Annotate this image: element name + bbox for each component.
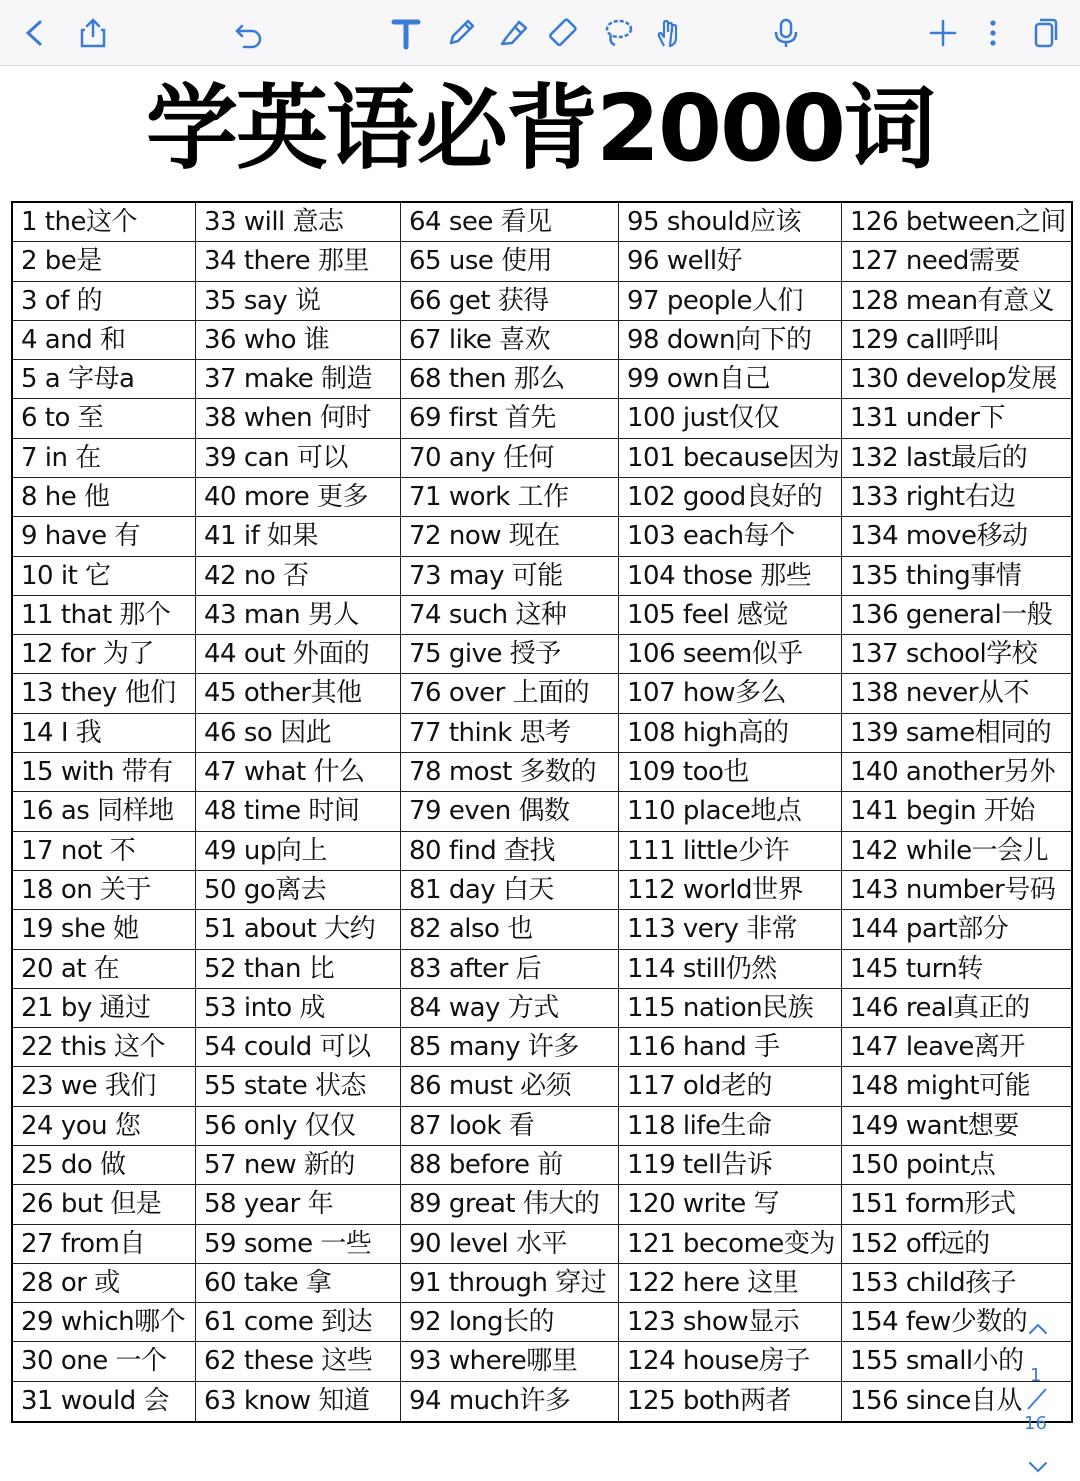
word-cell: 145 turn转	[842, 950, 1071, 989]
word-cell: 125 both两者	[619, 1382, 842, 1421]
word-cell: 28 or 或	[13, 1264, 196, 1303]
word-cell: 107 how多么	[619, 674, 842, 713]
word-cell: 141 begin 开始	[842, 792, 1071, 831]
word-cell: 54 could 可以	[196, 1028, 401, 1067]
word-cell: 108 high高的	[619, 714, 842, 753]
word-cell: 135 thing事情	[842, 557, 1071, 596]
word-cell: 9 have 有	[13, 517, 196, 556]
word-cell: 133 right右边	[842, 478, 1071, 517]
word-cell: 75 give 授予	[401, 635, 619, 674]
word-cell: 56 only 仅仅	[196, 1107, 401, 1146]
word-cell: 63 know 知道	[196, 1382, 401, 1421]
word-cell: 40 more 更多	[196, 478, 401, 517]
microphone-icon[interactable]	[763, 10, 809, 56]
word-cell: 14 I 我	[13, 714, 196, 753]
word-cell: 66 get 获得	[401, 282, 619, 321]
word-cell: 10 it 它	[13, 557, 196, 596]
page-down-icon[interactable]	[1026, 1459, 1050, 1475]
word-cell: 127 need需要	[842, 242, 1071, 281]
word-cell: 92 long长的	[401, 1303, 619, 1342]
word-cell: 39 can 可以	[196, 439, 401, 478]
word-cell: 42 no 否	[196, 557, 401, 596]
word-cell: 6 to 至	[13, 399, 196, 438]
word-cell: 76 over 上面的	[401, 674, 619, 713]
word-cell: 15 with 带有	[13, 753, 196, 792]
word-cell: 60 take 拿	[196, 1264, 401, 1303]
word-cell: 155 small小的	[842, 1342, 1071, 1381]
word-cell: 109 too也	[619, 753, 842, 792]
word-cell: 117 old老的	[619, 1067, 842, 1106]
word-cell: 78 most 多数的	[401, 753, 619, 792]
undo-icon[interactable]	[226, 10, 272, 56]
word-cell: 13 they 他们	[13, 674, 196, 713]
word-cell: 102 good良好的	[619, 478, 842, 517]
word-cell: 25 do 做	[13, 1146, 196, 1185]
word-cell: 139 same相同的	[842, 714, 1071, 753]
pages-icon[interactable]	[1020, 10, 1066, 56]
word-cell: 84 way 方式	[401, 989, 619, 1028]
word-cell: 53 into 成	[196, 989, 401, 1028]
word-cell: 1 the这个	[13, 203, 196, 242]
word-cell: 17 not 不	[13, 832, 196, 871]
word-cell: 2 be是	[13, 242, 196, 281]
word-cell: 91 through 穿过	[401, 1264, 619, 1303]
word-cell: 113 very 非常	[619, 910, 842, 949]
word-cell: 48 time 时间	[196, 792, 401, 831]
word-cell: 81 day 白天	[401, 871, 619, 910]
word-cell: 87 look 看	[401, 1107, 619, 1146]
total-page-number: 16	[1024, 1413, 1047, 1434]
word-cell: 77 think 思考	[401, 714, 619, 753]
word-cell: 8 he 他	[13, 478, 196, 517]
word-cell: 5 a 字母a	[13, 360, 196, 399]
word-cell: 144 part部分	[842, 910, 1071, 949]
word-cell: 64 see 看见	[401, 203, 619, 242]
word-cell: 12 for 为了	[13, 635, 196, 674]
word-cell: 110 place地点	[619, 792, 842, 831]
word-cell: 71 work 工作	[401, 478, 619, 517]
word-cell: 97 people人们	[619, 282, 842, 321]
word-cell: 46 so 因此	[196, 714, 401, 753]
word-cell: 35 say 说	[196, 282, 401, 321]
word-cell: 156 since自从	[850, 1385, 1022, 1416]
word-cell: 41 if 如果	[196, 517, 401, 556]
word-cell: 73 may 可能	[401, 557, 619, 596]
word-cell: 121 become变为	[619, 1225, 842, 1264]
add-icon[interactable]	[920, 10, 966, 56]
word-cell: 142 while一会儿	[842, 832, 1071, 871]
word-cell: 89 great 伟大的	[401, 1185, 619, 1224]
word-cell: 20 at 在	[13, 950, 196, 989]
word-cell: 140 another另外	[842, 753, 1071, 792]
word-cell: 88 before 前	[401, 1146, 619, 1185]
page-up-icon[interactable]	[1026, 1321, 1050, 1337]
word-cell: 52 than 比	[196, 950, 401, 989]
word-cell: 37 make 制造	[196, 360, 401, 399]
word-cell: 30 one 一个	[13, 1342, 196, 1381]
word-cell: 86 must 必须	[401, 1067, 619, 1106]
word-cell: 82 also 也	[401, 910, 619, 949]
word-cell: 7 in 在	[13, 439, 196, 478]
word-cell: 47 what 什么	[196, 753, 401, 792]
word-cell: 31 would 会	[13, 1382, 196, 1421]
word-cell: 106 seem似乎	[619, 635, 842, 674]
word-cell: 69 first 首先	[401, 399, 619, 438]
word-cell: 51 about 大约	[196, 910, 401, 949]
word-cell: 130 develop发展	[842, 360, 1071, 399]
word-cell: 57 new 新的	[196, 1146, 401, 1185]
page-indicator	[1018, 1321, 1062, 1481]
word-cell: 26 but 但是	[13, 1185, 196, 1224]
word-cell: 137 school学校	[842, 635, 1071, 674]
word-cell: 4 and 和	[13, 321, 196, 360]
word-cell: 95 should应该	[619, 203, 842, 242]
word-cell: 131 under下	[842, 399, 1071, 438]
word-cell: 93 where哪里	[401, 1342, 619, 1381]
word-cell: 11 that 那个	[13, 596, 196, 635]
word-cell: 96 well好	[619, 242, 842, 281]
word-cell: 149 want想要	[842, 1107, 1071, 1146]
toolbar	[0, 0, 1080, 66]
word-cell: 85 many 许多	[401, 1028, 619, 1067]
word-cell: 100 just仅仅	[619, 399, 842, 438]
word-cell: 151 form形式	[842, 1185, 1071, 1224]
word-cell: 112 world世界	[619, 871, 842, 910]
word-cell: 94 much许多	[401, 1382, 619, 1421]
lasso-icon[interactable]	[595, 10, 641, 56]
word-cell: 143 number号码	[842, 871, 1071, 910]
word-cell: 27 from自	[13, 1225, 196, 1264]
eraser-icon[interactable]	[542, 10, 588, 56]
word-cell: 50 go离去	[196, 871, 401, 910]
word-cell: 61 come 到达	[196, 1303, 401, 1342]
word-cell: 59 some 一些	[196, 1225, 401, 1264]
word-cell: 98 down向下的	[619, 321, 842, 360]
word-cell: 34 there 那里	[196, 242, 401, 281]
word-cell: 43 man 男人	[196, 596, 401, 635]
share-icon[interactable]	[70, 10, 116, 56]
word-cell: 18 on 关于	[13, 871, 196, 910]
word-cell: 114 still仍然	[619, 950, 842, 989]
word-cell: 150 point点	[842, 1146, 1071, 1185]
word-cell: 67 like 喜欢	[401, 321, 619, 360]
word-cell: 22 this 这个	[13, 1028, 196, 1067]
word-cell: 105 feel 感觉	[619, 596, 842, 635]
word-cell: 58 year 年	[196, 1185, 401, 1224]
word-cell: 80 find 查找	[401, 832, 619, 871]
word-cell: 154 few少数的	[842, 1303, 1071, 1342]
hand-tool-icon[interactable]	[646, 10, 692, 56]
word-cell: 138 never从不	[842, 674, 1071, 713]
word-cell: 128 mean有意义	[842, 282, 1071, 321]
page-title: 学英语必背2000词	[145, 75, 935, 182]
word-cell: 126 between之间	[842, 203, 1071, 242]
word-cell: 132 last最后的	[842, 439, 1071, 478]
text-tool-icon[interactable]	[383, 10, 429, 56]
word-cell: 99 own自己	[619, 360, 842, 399]
word-cell: 153 child孩子	[842, 1264, 1071, 1303]
word-cell: 103 each每个	[619, 517, 842, 556]
word-cell: 147 leave离开	[842, 1028, 1071, 1067]
word-cell: 49 up向上	[196, 832, 401, 871]
word-cell: 152 off远的	[842, 1225, 1071, 1264]
highlighter-icon[interactable]	[490, 10, 536, 56]
word-cell: 65 use 使用	[401, 242, 619, 281]
word-cell: 115 nation民族	[619, 989, 842, 1028]
word-cell: 119 tell告诉	[619, 1146, 842, 1185]
word-cell: 36 who 谁	[196, 321, 401, 360]
word-cell: 70 any 任何	[401, 439, 619, 478]
word-cell: 16 as 同样地	[13, 792, 196, 831]
word-cell: 122 here 这里	[619, 1264, 842, 1303]
note-page[interactable]	[0, 66, 1080, 1440]
word-cell: 29 which哪个	[13, 1303, 196, 1342]
more-icon[interactable]	[970, 10, 1016, 56]
word-cell: 116 hand 手	[619, 1028, 842, 1067]
word-cell: 104 those 那些	[619, 557, 842, 596]
word-cell: 148 might可能	[842, 1067, 1071, 1106]
word-cell: 146 real真正的	[842, 989, 1071, 1028]
word-table	[11, 201, 1073, 1423]
word-cell: 136 general一般	[842, 596, 1071, 635]
pen-tool-icon[interactable]	[438, 10, 484, 56]
word-cell: 129 call呼叫	[842, 321, 1071, 360]
word-cell: 45 other其他	[196, 674, 401, 713]
word-cell: 101 because因为	[619, 439, 842, 478]
word-cell: 21 by 通过	[13, 989, 196, 1028]
word-cell: 3 of 的	[13, 282, 196, 321]
word-cell: 38 when 何时	[196, 399, 401, 438]
word-cell: 55 state 状态	[196, 1067, 401, 1106]
word-cell: 90 level 水平	[401, 1225, 619, 1264]
word-cell: 74 such 这种	[401, 596, 619, 635]
page-divider-icon	[1024, 1385, 1050, 1413]
word-cell: 123 show显示	[619, 1303, 842, 1342]
word-cell: 62 these 这些	[196, 1342, 401, 1381]
word-cell: 44 out 外面的	[196, 635, 401, 674]
word-cell: 23 we 我们	[13, 1067, 196, 1106]
word-cell: 24 you 您	[13, 1107, 196, 1146]
word-cell: 120 write 写	[619, 1185, 842, 1224]
back-chevron-icon[interactable]	[12, 10, 58, 56]
word-cell: 83 after 后	[401, 950, 619, 989]
word-cell: 19 she 她	[13, 910, 196, 949]
current-page-number: 1	[1030, 1365, 1042, 1386]
word-cell: 33 will 意志	[196, 203, 401, 242]
word-cell: 134 move移动	[842, 517, 1071, 556]
word-cell: 68 then 那么	[401, 360, 619, 399]
word-cell: 111 little少许	[619, 832, 842, 871]
word-cell: 124 house房子	[619, 1342, 842, 1381]
word-cell: 72 now 现在	[401, 517, 619, 556]
word-cell: 118 life生命	[619, 1107, 842, 1146]
word-cell: 79 even 偶数	[401, 792, 619, 831]
